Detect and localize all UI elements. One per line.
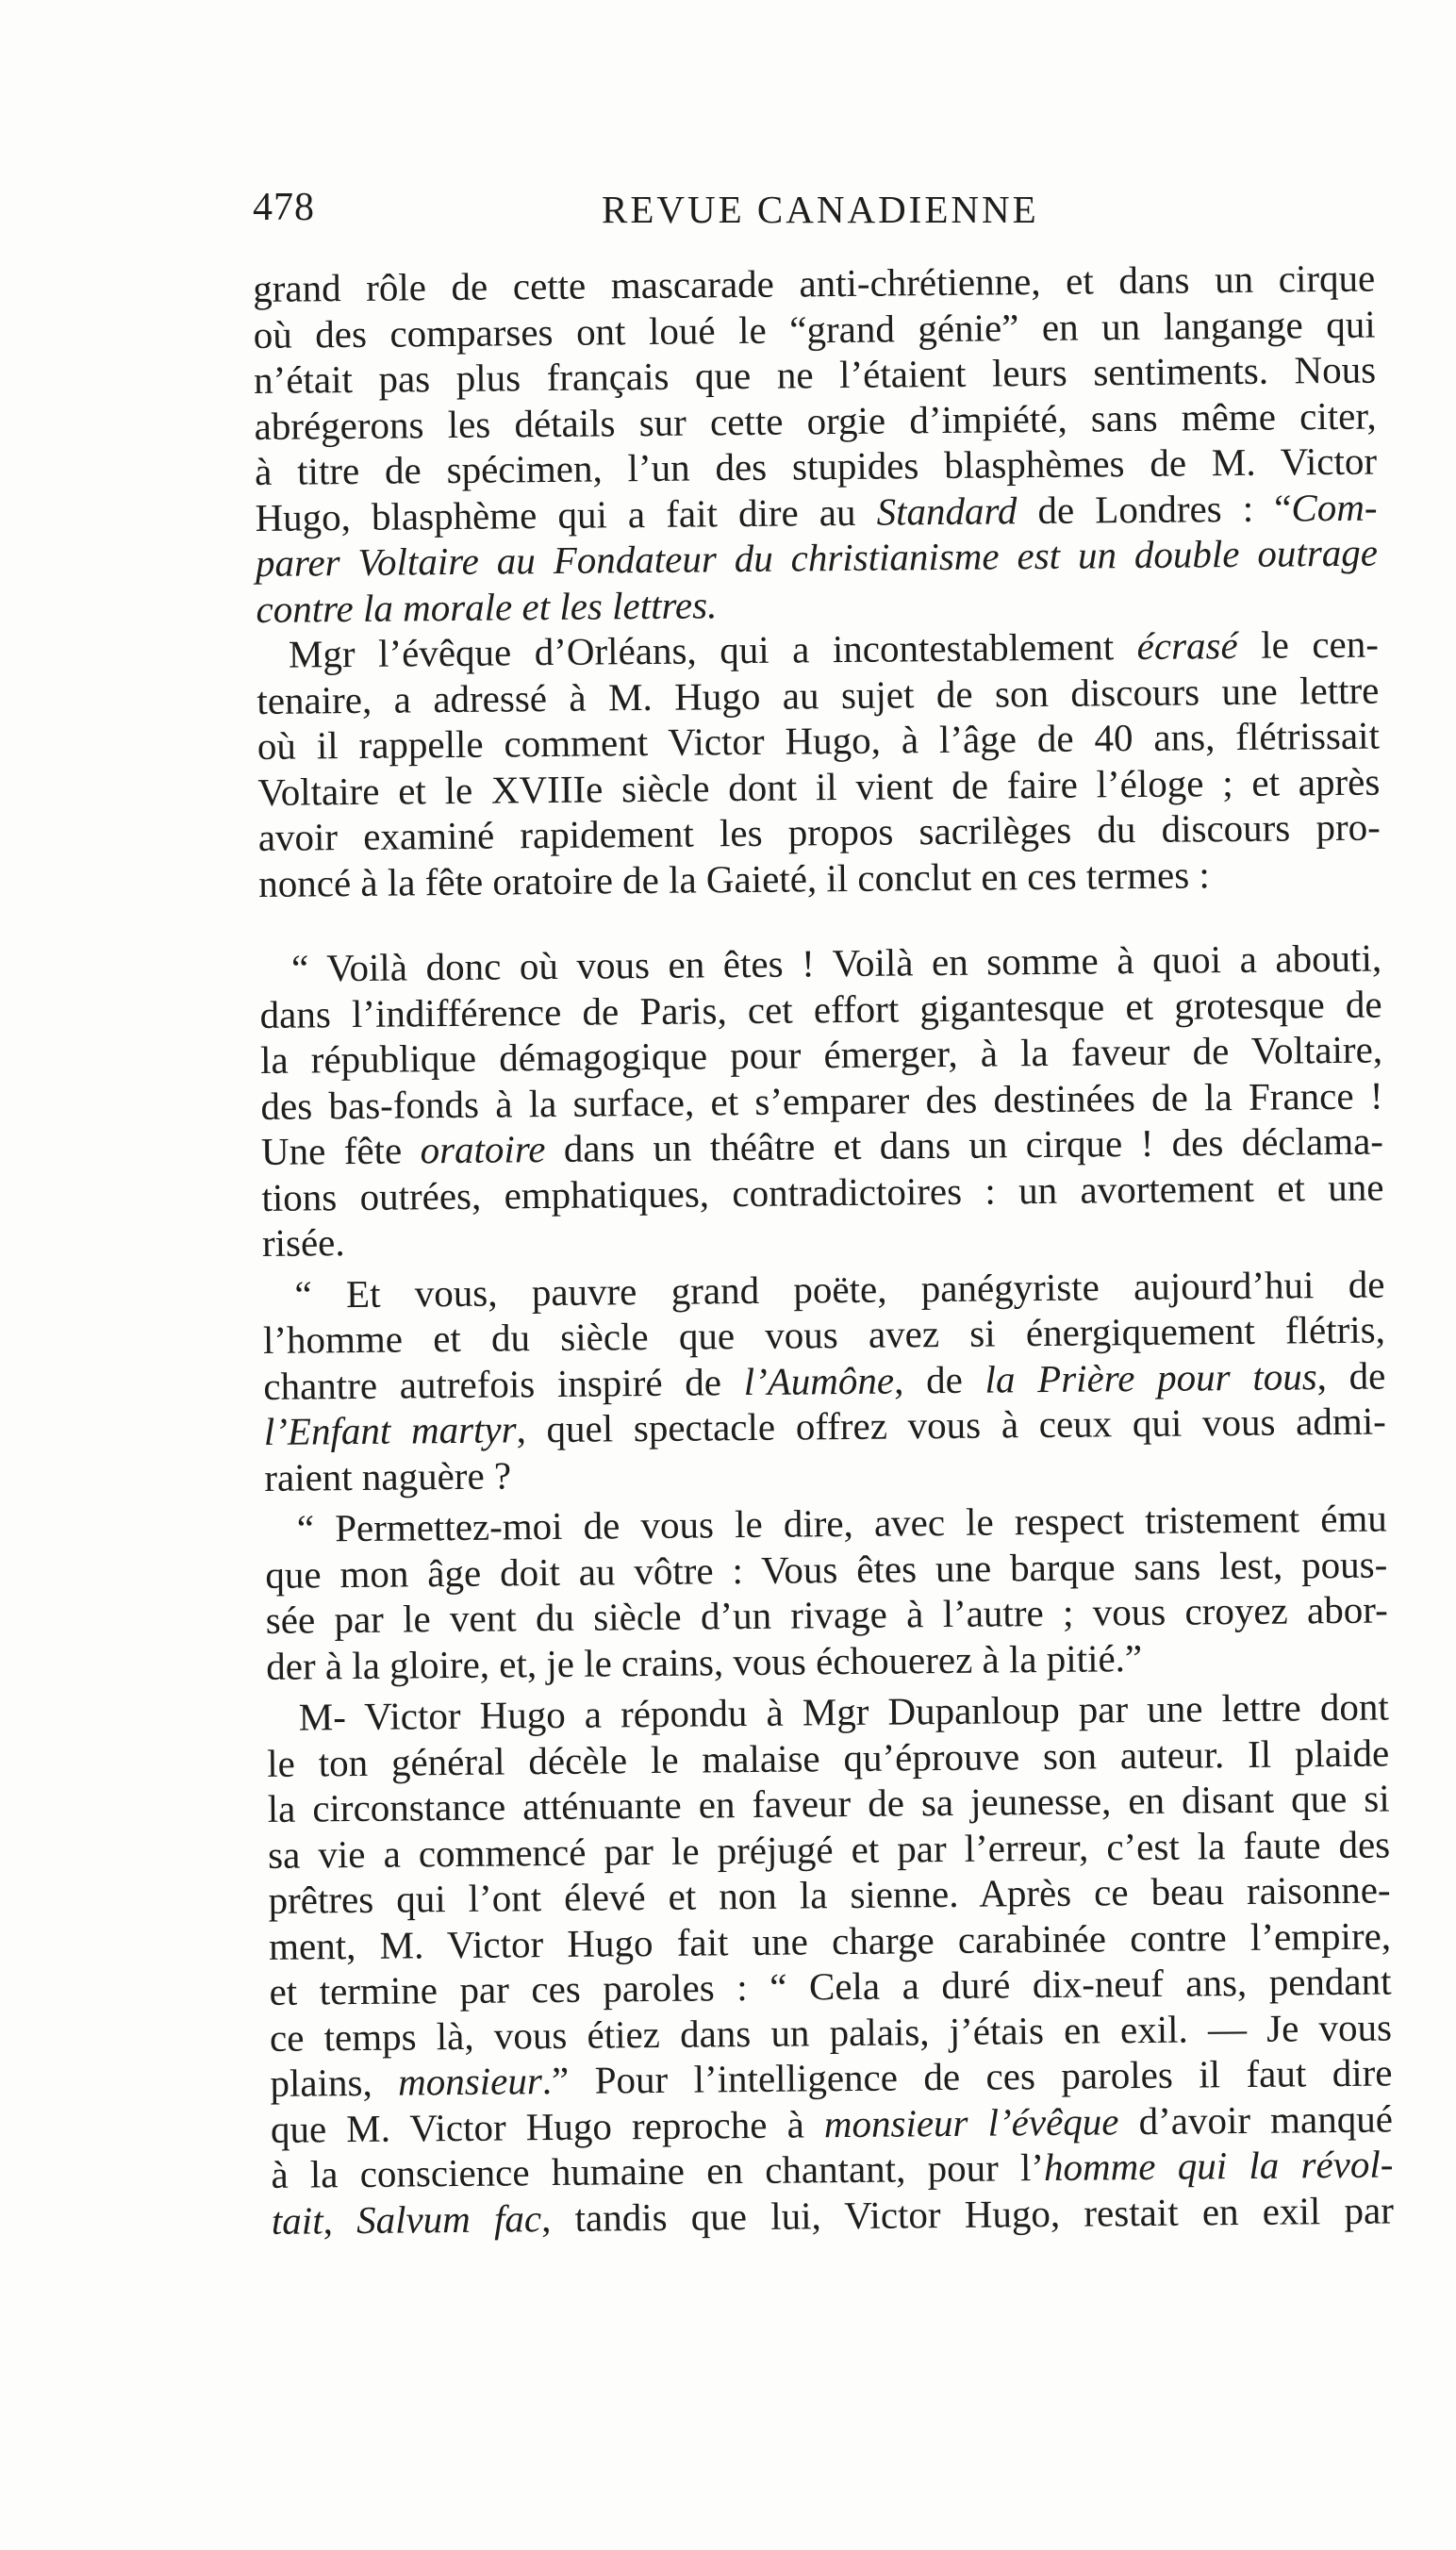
text-line: dans l’indifférence de Paris, cet effort gigantesque et grotesque de bbox=[259, 982, 1382, 1036]
italic-text: la Prière pour tous bbox=[984, 1353, 1317, 1401]
text-run: chantre autrefois inspiré de bbox=[263, 1359, 744, 1408]
page-header bbox=[253, 185, 1375, 241]
text-line: à titre de spécimen, l’un des stupides blasphèmes de M. Victor bbox=[254, 439, 1378, 493]
italic-text: l’Enfant martyr bbox=[263, 1407, 517, 1453]
text-run: le cen- bbox=[1237, 621, 1380, 667]
text-run: Une fête bbox=[260, 1128, 421, 1173]
text-line: le ton général décèle le malaise qu’éprouve son auteur. Il plaide bbox=[267, 1730, 1390, 1785]
text-line: “ Permettez-moi de vous le dire, avec le respect tristement ému bbox=[296, 1496, 1388, 1550]
text-line: noncé à la fête oratoire de la Gaieté, il conclut en ces termes : bbox=[258, 852, 1211, 905]
text-line: “ Voilà donc où vous en êtes ! Voilà en somme à quoi a abouti, bbox=[290, 936, 1382, 990]
italic-text: écrasé bbox=[1136, 622, 1238, 669]
text-line: ce temps là, vous étiez dans un palais, j’étais en exil. — Je vous bbox=[269, 2004, 1393, 2060]
text-run: d’avoir manqué bbox=[1118, 2095, 1394, 2143]
running-title: REVUE CANADIENNE bbox=[602, 188, 1039, 231]
text-line: et termine par ces paroles : “ Cela a duré dix-neuf ans, pendant bbox=[269, 1959, 1392, 2013]
italic-text: Com- bbox=[1291, 485, 1378, 529]
text-line: que mon âge doit au vôtre : Vous êtes une barque sans lest, pous- bbox=[265, 1542, 1388, 1597]
text-line: n’était pas plus français que ne l’étaient leurs sentiments. Nous bbox=[253, 347, 1377, 402]
text-line: grand rôle de cette mascarade anti-chrétienne, et dans un cirque bbox=[253, 256, 1376, 310]
text-line: des bas-fonds à la surface, et s’emparer des destinées de la France ! bbox=[260, 1073, 1383, 1128]
text-line: la circonstance atténuante en faveur de sa jeunesse, en disant que si bbox=[267, 1776, 1390, 1830]
text-line: où des comparses ont loué le “grand génie” en un langange qui bbox=[253, 302, 1376, 356]
italic-line: contre la morale et les lettres. bbox=[256, 582, 718, 631]
text-line: sée par le vent du siècle d’un rivage à l’autre ; vous croyez abor- bbox=[265, 1587, 1388, 1642]
text-line: tions outrées, emphatiques, contradictoires : un avortement et une bbox=[261, 1165, 1384, 1219]
italic-text: l’Aumône bbox=[743, 1358, 895, 1403]
text-line: raient naguère ? bbox=[264, 1452, 512, 1499]
text-line: l’homme et du siècle que vous avez si énergiquement flétris, bbox=[262, 1307, 1386, 1362]
text-line: ment, M. Victor Hugo fait une charge carabinée contre l’empire, bbox=[268, 1912, 1392, 1968]
body-text bbox=[253, 256, 1394, 2244]
text-run: à la conscience humaine en chantant, pour l’ bbox=[271, 2145, 1045, 2196]
text-line: “ Et vous, pauvre grand poëte, panégyriste aujourd’hui de bbox=[294, 1262, 1385, 1316]
text-run: plains, bbox=[270, 2060, 399, 2105]
italic-text: Salvum fac bbox=[356, 2195, 542, 2242]
text-line: risée. bbox=[261, 1220, 345, 1265]
text-line: avoir examiné rapidement les propos sacrilèges du discours pro- bbox=[257, 804, 1381, 859]
italic-text: monsieur bbox=[397, 2059, 542, 2104]
text-run: .” Pour l’intelligence de ces paroles il faut dire bbox=[541, 2050, 1393, 2103]
text-line: tenaire, a adressé à M. Hugo au sujet de son discours une lettre bbox=[256, 668, 1380, 722]
text-line: prêtres qui l’ont élevé et non la sienne. Après ce beau raisonne- bbox=[268, 1867, 1391, 1922]
text-run: , de bbox=[1316, 1353, 1386, 1398]
text-run: que M. Victor Hugo reproche à bbox=[270, 2101, 825, 2151]
text-line: der à la gloire, et, je le crains, vous échouerez à la pitié.” bbox=[266, 1635, 1143, 1688]
text-run: Mgr l’évêque d’Orléans, qui a incontestablement bbox=[288, 624, 1137, 676]
italic-text: monsieur l’évêque bbox=[823, 2098, 1119, 2145]
text-run: Hugo, blasphème qui a fait dire au bbox=[255, 489, 877, 539]
text-line: M- Victor Hugo a répondu à Mgr Dupanloup par une lettre dont bbox=[298, 1684, 1389, 1739]
italic-text: tait bbox=[271, 2197, 323, 2243]
italic-line: parer Voltaire au Fondateur du christianisme est un double outrage bbox=[255, 530, 1379, 585]
text-run: , tandis que lui, Victor Hugo, restait en exil par bbox=[540, 2187, 1395, 2240]
italic-text: Standard bbox=[876, 488, 1018, 534]
text-line: où il rappelle comment Victor Hugo, à l’âge de 40 ans, flétrissait bbox=[256, 713, 1381, 768]
italic-text: homme qui la révol- bbox=[1043, 2142, 1394, 2190]
italic-text: oratoire bbox=[420, 1127, 546, 1172]
text-run: de Londres : “ bbox=[1017, 485, 1292, 532]
text-run: dans un théâtre et dans un cirque ! des déclama- bbox=[545, 1118, 1384, 1171]
page-number: 478 bbox=[253, 186, 315, 229]
text-line: sa vie a commencé par le préjugé et par l’erreur, c’est la faute des bbox=[267, 1822, 1391, 1877]
text-line: abrégerons les détails sur cette orgie d’impiété, sans même citer, bbox=[254, 393, 1377, 448]
text-line: Voltaire et le XVIIIe siècle dont il vient de faire l’éloge ; et après bbox=[257, 759, 1381, 814]
text-run: , de bbox=[893, 1357, 985, 1402]
text-run: , quel spectacle offrez vous à ceux qui vous admi- bbox=[516, 1399, 1387, 1451]
text-line: la république démagogique pour émerger, à la faveur de Voltaire, bbox=[259, 1027, 1383, 1082]
text-run: , bbox=[323, 2197, 357, 2242]
